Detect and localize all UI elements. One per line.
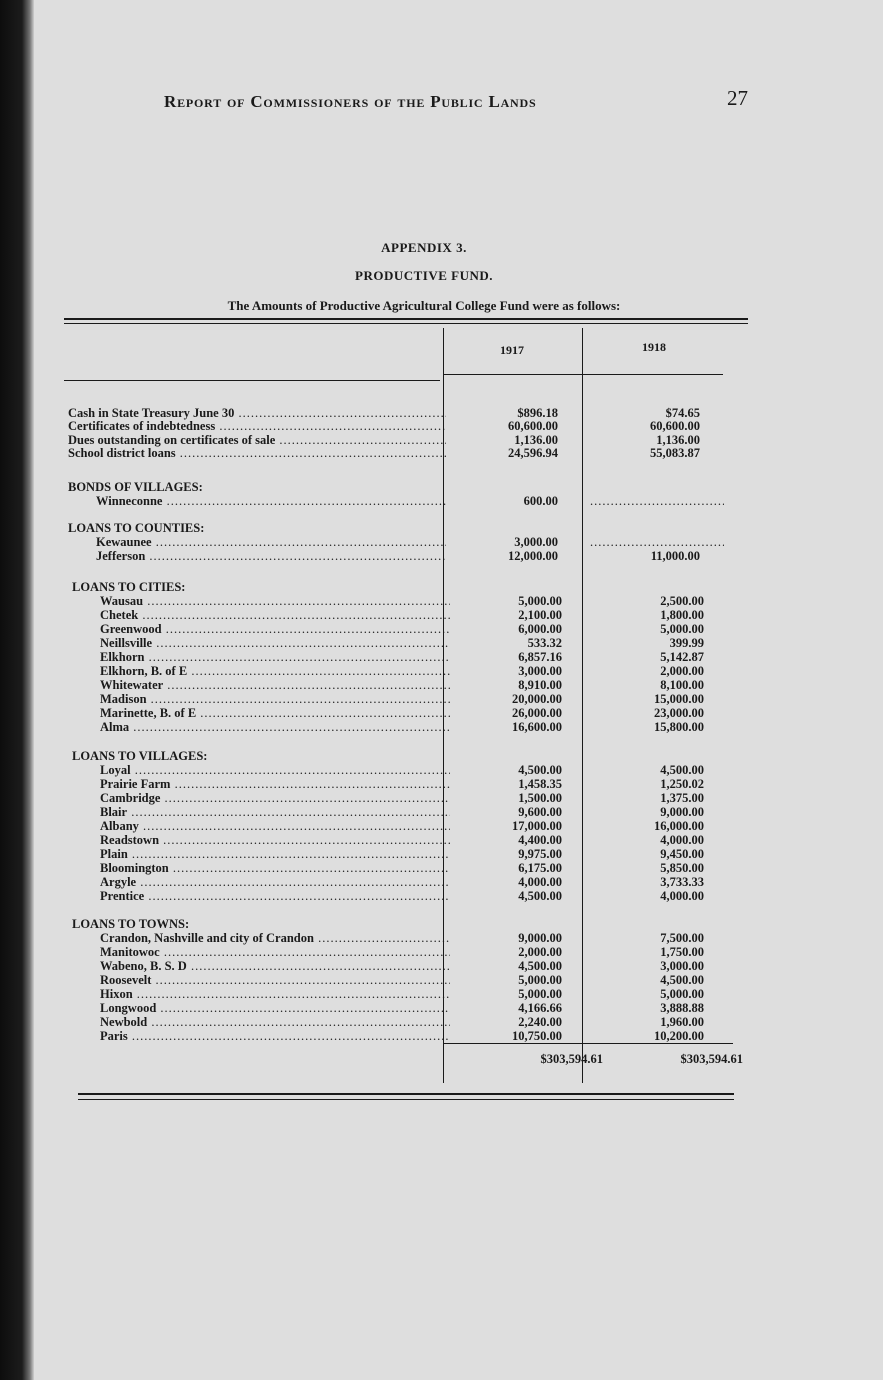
cash-row bbox=[68, 419, 733, 433]
cities-row-1917: 6,000.00 bbox=[518, 622, 562, 636]
column-header-1918: 1918 bbox=[642, 340, 666, 354]
villages-row bbox=[72, 791, 737, 805]
towns-row-1917: 5,000.00 bbox=[518, 973, 562, 987]
villages-row bbox=[72, 777, 737, 791]
section-heading-counties-label: LOANS TO COUNTIES: bbox=[68, 521, 205, 535]
villages-row bbox=[72, 861, 737, 875]
villages-row bbox=[72, 889, 737, 903]
cities-row-label: Greenwood ..... bbox=[100, 622, 450, 636]
cities-row-label: Chetek ..... bbox=[100, 608, 450, 622]
villages-row-1917: 9,600.00 bbox=[518, 805, 562, 819]
towns-row-label: Roosevelt ..... bbox=[100, 973, 450, 987]
towns-row-1917: 9,000.00 bbox=[518, 931, 562, 945]
cities-row-label: Elkhorn, B. of E ..... bbox=[100, 664, 450, 678]
villages-row-label: Cambridge ..... bbox=[100, 791, 450, 805]
appendix-label: APPENDIX 3. bbox=[381, 240, 467, 255]
cash-row bbox=[68, 433, 733, 447]
villages-row-1917: 4,500.00 bbox=[518, 763, 562, 777]
bonds-row-1918-leader bbox=[590, 494, 724, 508]
section-heading-villages-label: LOANS TO VILLAGES: bbox=[72, 749, 208, 763]
cities-row-1918: 15,000.00 bbox=[654, 692, 704, 706]
villages-row bbox=[72, 875, 737, 889]
cities-row-1918: 5,142.87 bbox=[660, 650, 704, 664]
towns-row-label: Manitowoc ..... bbox=[100, 945, 450, 959]
towns-row-label: Newbold ..... bbox=[100, 1015, 450, 1029]
villages-row-1918: 3,733.33 bbox=[660, 875, 704, 889]
cities-row-1917: 2,100.00 bbox=[518, 608, 562, 622]
bonds-row-label: Winneconne ..... bbox=[96, 494, 446, 508]
cities-row-1917: 6,857.16 bbox=[518, 650, 562, 664]
cities-row-1917: 533.32 bbox=[527, 636, 562, 650]
cities-row bbox=[72, 692, 737, 706]
villages-row-1917: 17,000.00 bbox=[512, 819, 562, 833]
cash-row bbox=[68, 406, 733, 420]
cash-row-1918: 1,136.00 bbox=[656, 432, 700, 447]
towns-row-label: Crandon, Nashville and city of Crandon ..... bbox=[100, 931, 450, 945]
towns-row-1918: 1,960.00 bbox=[660, 1015, 704, 1029]
cities-row-1918: 399.99 bbox=[669, 636, 704, 650]
villages-row-1918: 16,000.00 bbox=[654, 819, 704, 833]
towns-row bbox=[72, 931, 737, 945]
villages-row-label: Plain ..... bbox=[100, 847, 450, 861]
cash-row-1917: 24,596.94 bbox=[508, 446, 558, 461]
counties-row-1918-leader bbox=[590, 535, 724, 549]
cities-row bbox=[72, 664, 737, 678]
cities-row-1917: 26,000.00 bbox=[512, 706, 562, 720]
cities-row bbox=[72, 608, 737, 622]
villages-row-1918: 5,850.00 bbox=[660, 861, 704, 875]
villages-row-1917: 4,000.00 bbox=[518, 875, 562, 889]
cities-row-1917: 8,910.00 bbox=[518, 678, 562, 692]
cash-row-1918: 60,600.00 bbox=[650, 419, 700, 434]
villages-row-label: Readstown ..... bbox=[100, 833, 450, 847]
cash-row-1917: $896.18 bbox=[517, 406, 558, 420]
towns-row-label: Wabeno, B. S. D ..... bbox=[100, 959, 450, 973]
villages-row-1918: 1,250.02 bbox=[660, 777, 704, 791]
villages-row bbox=[72, 819, 737, 833]
running-title: Report of Commissioners of the Public Lands bbox=[164, 92, 537, 111]
cities-row-label: Alma ..... bbox=[100, 720, 450, 734]
villages-row-1918: 1,375.00 bbox=[660, 791, 704, 805]
cities-row-1918: 2,000.00 bbox=[660, 664, 704, 678]
cash-row-label: Cash in State Treasury June 30 ..... bbox=[68, 406, 446, 420]
section-heading-bonds bbox=[68, 480, 733, 494]
cash-row-1918: $74.65 bbox=[665, 406, 700, 420]
villages-row bbox=[72, 847, 737, 861]
villages-row-label: Prairie Farm ..... bbox=[100, 777, 450, 791]
villages-row-label: Prentice ..... bbox=[100, 889, 450, 903]
villages-row bbox=[72, 833, 737, 847]
total-1918: $303,594.61 bbox=[680, 1052, 743, 1066]
page-number: 27 bbox=[727, 86, 748, 110]
towns-row-1918: 1,750.00 bbox=[660, 945, 704, 959]
villages-row-1917: 1,500.00 bbox=[518, 791, 562, 805]
villages-row-1918: 9,000.00 bbox=[660, 805, 704, 819]
towns-row-1917: 2,000.00 bbox=[518, 945, 562, 959]
section-heading-villages bbox=[72, 749, 737, 763]
towns-row-1917: 10,750.00 bbox=[512, 1029, 562, 1043]
cities-row bbox=[72, 594, 737, 608]
cities-row-1917: 5,000.00 bbox=[518, 594, 562, 608]
counties-row-label: Kewaunee ..... bbox=[96, 535, 446, 549]
villages-row-label: Albany ..... bbox=[100, 819, 450, 833]
cities-row-1918: 5,000.00 bbox=[660, 622, 704, 636]
cities-row-1918: 8,100.00 bbox=[660, 678, 704, 692]
cities-row-1917: 20,000.00 bbox=[512, 692, 562, 706]
towns-row-1917: 2,240.00 bbox=[518, 1015, 562, 1029]
cash-row bbox=[68, 446, 733, 460]
cities-row bbox=[72, 650, 737, 664]
villages-row-1917: 4,400.00 bbox=[518, 833, 562, 847]
table-intro: The Amounts of Productive Agricultural College Fund were as follows: bbox=[227, 298, 621, 313]
cities-row-1918: 1,800.00 bbox=[660, 608, 704, 622]
towns-row-1918: 7,500.00 bbox=[660, 931, 704, 945]
cities-row-label: Elkhorn ..... bbox=[100, 650, 450, 664]
towns-row bbox=[72, 973, 737, 987]
cities-row-1918: 2,500.00 bbox=[660, 594, 704, 608]
villages-row-1917: 6,175.00 bbox=[518, 861, 562, 875]
cash-row-1917: 1,136.00 bbox=[514, 432, 558, 447]
total-row bbox=[68, 1052, 743, 1066]
counties-row-1918: 11,000.00 bbox=[650, 549, 700, 564]
counties-row bbox=[68, 535, 733, 549]
cash-row-1918: 55,083.87 bbox=[650, 446, 700, 461]
cities-row-1918: 23,000.00 bbox=[654, 706, 704, 720]
bonds-row bbox=[68, 494, 733, 508]
towns-row-1917: 4,500.00 bbox=[518, 959, 562, 973]
counties-row-1917: 12,000.00 bbox=[508, 549, 558, 564]
cash-row-1917: 60,600.00 bbox=[508, 419, 558, 434]
towns-row-1917: 5,000.00 bbox=[518, 987, 562, 1001]
villages-row-1917: 4,500.00 bbox=[518, 889, 562, 903]
towns-row bbox=[72, 987, 737, 1001]
section-heading-towns bbox=[72, 917, 737, 931]
cities-row bbox=[72, 678, 737, 692]
cities-row-label: Whitewater ..... bbox=[100, 678, 450, 692]
villages-row-label: Blair ..... bbox=[100, 805, 450, 819]
counties-row-label: Jefferson ..... bbox=[96, 549, 446, 563]
cities-row-label: Marinette, B. of E ..... bbox=[100, 706, 450, 720]
total-1917: $303,594.61 bbox=[540, 1052, 603, 1066]
towns-row-1917: 4,166.66 bbox=[518, 1001, 562, 1015]
towns-row-1918: 4,500.00 bbox=[660, 973, 704, 987]
section-heading-towns-label: LOANS TO TOWNS: bbox=[72, 917, 190, 931]
document-page bbox=[34, 0, 883, 1380]
villages-row-1918: 4,000.00 bbox=[660, 889, 704, 903]
cities-row-1917: 3,000.00 bbox=[518, 664, 562, 678]
villages-row-1917: 1,458.35 bbox=[518, 777, 562, 791]
cities-row-1917: 16,600.00 bbox=[512, 720, 562, 734]
towns-row-label: Paris ..... bbox=[100, 1029, 450, 1043]
cities-row bbox=[72, 720, 737, 734]
cities-row bbox=[72, 622, 737, 636]
cities-row-label: Madison ..... bbox=[100, 692, 450, 706]
towns-row-label: Hixon ..... bbox=[100, 987, 450, 1001]
section-heading-bonds-label: BONDS OF VILLAGES: bbox=[68, 480, 203, 494]
towns-row-1918: 5,000.00 bbox=[660, 987, 704, 1001]
villages-row-label: Loyal ..... bbox=[100, 763, 450, 777]
cities-row bbox=[72, 636, 737, 650]
counties-row bbox=[68, 549, 733, 563]
cash-row-label: Certificates of indebtedness ..... bbox=[68, 419, 446, 433]
towns-row bbox=[72, 1015, 737, 1029]
towns-row bbox=[72, 1001, 737, 1015]
section-heading-cities bbox=[72, 580, 737, 594]
cities-row-label: Wausau ..... bbox=[100, 594, 450, 608]
cash-row-label: School district loans ..... bbox=[68, 446, 446, 460]
villages-row bbox=[72, 763, 737, 777]
towns-row-1918: 3,888.88 bbox=[660, 1001, 704, 1015]
cities-row-1918: 15,800.00 bbox=[654, 720, 704, 734]
towns-row bbox=[72, 959, 737, 973]
towns-row-1918: 10,200.00 bbox=[654, 1029, 704, 1043]
section-heading-cities-label: LOANS TO CITIES: bbox=[72, 580, 186, 594]
cash-row-label: Dues outstanding on certificates of sale ..... bbox=[68, 433, 446, 447]
villages-row-label: Bloomington ..... bbox=[100, 861, 450, 875]
towns-row-1918: 3,000.00 bbox=[660, 959, 704, 973]
cities-row-label: Neillsville ..... bbox=[100, 636, 450, 650]
appendix-subtitle: PRODUCTIVE FUND. bbox=[355, 268, 493, 283]
villages-row-1918: 9,450.00 bbox=[660, 847, 704, 861]
villages-row-1918: 4,000.00 bbox=[660, 833, 704, 847]
bonds-row-1917: 600.00 bbox=[523, 494, 558, 509]
towns-row bbox=[72, 945, 737, 959]
cities-row bbox=[72, 706, 737, 720]
counties-row-1917: 3,000.00 bbox=[514, 535, 558, 550]
villages-row bbox=[72, 805, 737, 819]
villages-row-1918: 4,500.00 bbox=[660, 763, 704, 777]
section-heading-counties bbox=[68, 521, 733, 535]
column-header-1917: 1917 bbox=[500, 343, 524, 357]
villages-row-1917: 9,975.00 bbox=[518, 847, 562, 861]
towns-row bbox=[72, 1029, 737, 1043]
villages-row-label: Argyle ..... bbox=[100, 875, 450, 889]
towns-row-label: Longwood ..... bbox=[100, 1001, 450, 1015]
